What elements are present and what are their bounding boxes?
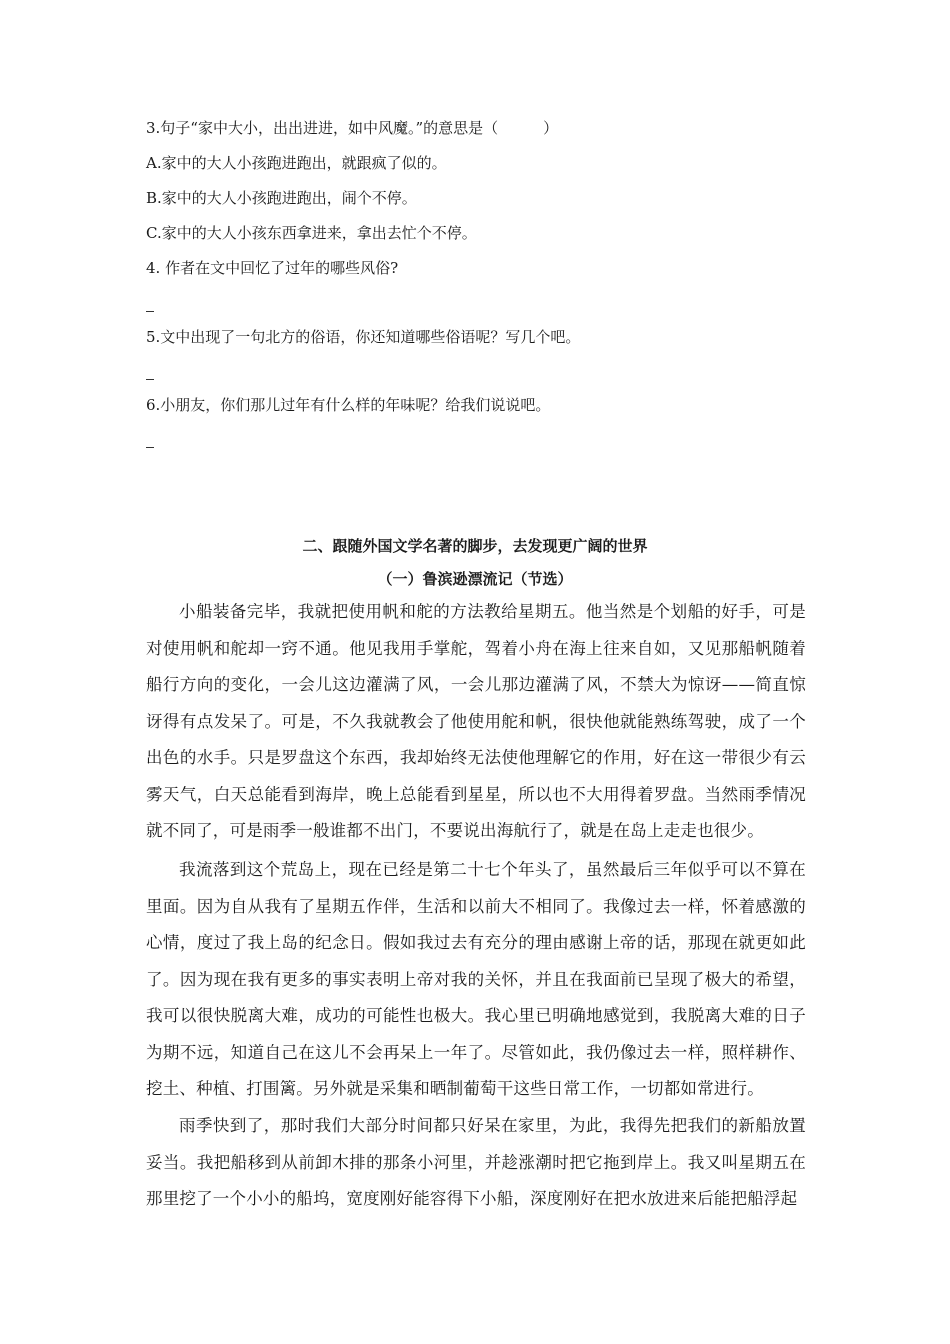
section-title: 二、跟随外国文学名著的脚步，去发现更广阔的世界 xyxy=(302,537,648,555)
answer-blank-4[interactable] xyxy=(146,311,154,312)
section-subtitle: （一）鲁滨逊漂流记（节选） xyxy=(377,570,573,588)
question-3-stem: 3.句子“家中大小，出出进进，如中风魔。”的意思是（ ） xyxy=(146,119,559,137)
question-3-option-a: A.家中的大人小孩跑进跑出，就跟疯了似的。 xyxy=(146,154,447,172)
passage-paragraph-1: 小船装备完毕，我就把使用帆和舵的方法教给星期五。他当然是个划船的好手，可是对使用帆和舵却一窍不通。他见我用手掌舵，驾着小舟在海上往来自如，又见那船帆随着船行方向的变化，一会儿这边灌满了风，一会儿那边灌满了风，不禁大为惊讶——简直惊讶得有点发呆了。可是，不久我就教会了他使用舵和帆，很快他就能熟练驾驶，成了一个出色的水手。只是罗盘这个东西，我却始终无法使他理解它的作用，好在这一带很少有云雾天气，白天总能看到海岸，晚上总能看到星星，所以也不大用得着罗盘。当然雨季情况就不同了，可是雨季一般谁都不出门，不要说出海航行了，就是在岛上走走也很少。 xyxy=(146,602,806,840)
answer-blank-6[interactable] xyxy=(146,447,154,448)
question-6: 6.小朋友，你们那儿过年有什么样的年味呢？给我们说说吧。 xyxy=(146,396,551,414)
question-5: 5.文中出现了一句北方的俗语，你还知道哪些俗语呢？写几个吧。 xyxy=(146,328,581,346)
question-4: 4. 作者在文中回忆了过年的哪些风俗? xyxy=(146,259,399,277)
passage-paragraph-3: 雨季快到了，那时我们大部分时间都只好呆在家里，为此，我得先把我们的新船放置妥当。我把船移到从前卸木排的那条小河里，并趁涨潮时把它拖到岸上。我又叫星期五在那里挖了一个小小的船坞，宽度刚好能容得下小船，深度刚好在把水放进来后能把船浮起 xyxy=(146,1116,806,1208)
question-3-option-b: B.家中的大人小孩跑进跑出，闹个不停。 xyxy=(146,189,417,207)
answer-blank-5[interactable] xyxy=(146,379,154,380)
question-3-option-c: C.家中的大人小孩东西拿进来，拿出去忙个不停。 xyxy=(146,224,477,242)
passage-paragraph-2: 我流落到这个荒岛上，现在已经是第二十七个年头了，虽然最后三年似乎可以不算在里面。因为自从我有了星期五作伴，生活和以前大不相同了。我像过去一样，怀着感激的心情，度过了我上岛的纪念日。假如我过去有充分的理由感谢上帝的话，那现在就更如此了。因为现在我有更多的事实表明上帝对我的关怀，并且在我面前已呈现了极大的希望，我可以很快脱离大难，成功的可能性也极大。我心里已明确地感觉到，我脱离大难的日子为期不远，知道自己在这儿不会再呆上一年了。尽管如此，我仍像过去一样，照样耕作、挖土、种植、打围篱。另外就是采集和晒制葡萄干这些日常工作，一切都如常进行。 xyxy=(146,860,806,1098)
